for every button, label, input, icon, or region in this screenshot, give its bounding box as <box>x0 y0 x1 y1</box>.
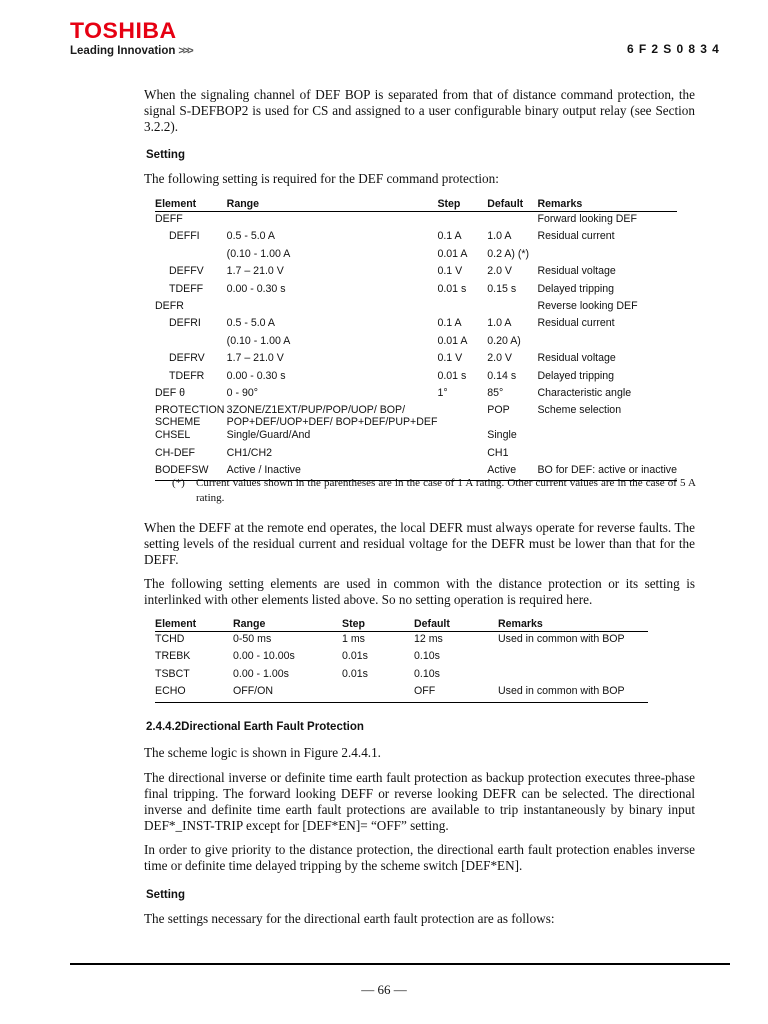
cell-element <box>155 403 227 428</box>
cell-element: DEF θ <box>155 386 186 399</box>
cell-element: CHSEL <box>155 429 191 442</box>
cell-range: 1.7 – 21.0 V <box>226 352 284 365</box>
cell-remarks: Scheme selection <box>537 404 622 417</box>
cell-remarks: Delayed tripping <box>537 369 615 382</box>
table-row <box>155 212 677 230</box>
cell-step <box>437 446 487 463</box>
cell-range: 0-50 ms <box>233 633 272 645</box>
table-row <box>155 334 677 351</box>
cell-default: POP <box>487 404 510 417</box>
column-header-element: Element <box>155 614 233 632</box>
range-line: POP+DEF/UOP+DEF/ BOP+DEF/PUP+DEF <box>226 416 438 429</box>
column-header-default: Default <box>414 614 498 632</box>
cell-step: 0.1 V <box>437 265 463 278</box>
cell-default: Active <box>487 463 537 481</box>
toshiba-logo <box>70 20 192 57</box>
cell-element: DEFFV <box>169 265 204 278</box>
cell-element: DEFRI <box>169 317 201 330</box>
table-row <box>155 282 677 299</box>
cell-remarks <box>537 247 677 264</box>
cell-default: 1.0 A <box>487 230 512 243</box>
table-row <box>155 386 677 403</box>
cell-remarks: Forward looking DEF <box>537 213 637 225</box>
column-header-step: Step <box>437 194 487 212</box>
column-header-remarks: Remarks <box>537 194 677 212</box>
cell-step: 0.1 A <box>437 230 462 243</box>
cell-default <box>487 299 537 316</box>
cell-default: 0.10s <box>414 650 440 663</box>
cell-remarks: Residual voltage <box>537 265 616 278</box>
cell-element: TREBK <box>155 650 191 663</box>
section-heading: 2.4.4.2Directional Earth Fault Protection <box>146 721 364 733</box>
cell-step: 1 ms <box>342 633 365 645</box>
table-row <box>155 229 677 246</box>
cell-element: CH-DEF <box>155 446 196 459</box>
cell-element: DEFRV <box>169 352 205 365</box>
settings-intro-paragraph: The settings necessary for the directional earth fault protection are as follows: <box>144 911 555 926</box>
cell-default: 85° <box>487 386 504 399</box>
page-number: — 66 — <box>361 982 407 997</box>
cell-step <box>342 684 414 702</box>
defr-paragraph: When the DEFF at the remote end operates, the local DEFR must always operate for reverse faults. The setting levels of the residual current and residual voltage for the DEFR must be lower than that for the DEFF. <box>144 520 695 567</box>
table-header-row <box>155 614 648 632</box>
cell-element <box>155 334 227 351</box>
table-row <box>155 247 677 264</box>
table-row <box>155 428 677 445</box>
cell-range <box>227 403 438 428</box>
cell-remarks: Residual voltage <box>537 352 616 365</box>
table-row <box>155 316 677 333</box>
footer-divider <box>70 963 730 965</box>
cell-default <box>487 212 537 230</box>
cell-default: 1.0 A <box>487 317 512 330</box>
cell-default: 2.0 V <box>487 352 513 365</box>
cell-range: 0 - 90° <box>226 386 258 399</box>
cell-element <box>155 247 227 264</box>
cell-remarks: Reverse looking DEF <box>537 299 638 312</box>
cell-element: DEFF <box>155 213 183 225</box>
cell-element: TDEFF <box>169 282 204 295</box>
cell-element: TCHD <box>155 633 185 645</box>
cell-range <box>227 299 438 316</box>
cell-remarks: Used in common with BOP <box>498 633 625 645</box>
cell-remarks <box>498 667 648 684</box>
cell-step: 0.01s <box>342 667 368 680</box>
cell-default: 12 ms <box>414 633 443 645</box>
cell-range: 1.7 – 21.0 V <box>226 265 284 278</box>
cell-step: 0.01s <box>342 650 368 663</box>
tagline-arrows-icon: >>> <box>178 45 192 57</box>
cell-step <box>437 299 487 316</box>
cell-remarks <box>537 334 677 351</box>
cell-element: DEFR <box>155 299 184 312</box>
cell-element: TDEFR <box>169 369 205 382</box>
common-elements-paragraph: The following setting elements are used in common with the distance protection or its setting is interlinked with other elements listed above. So no setting operation is required here. <box>144 576 695 607</box>
cell-range: 0.00 - 1.00s <box>233 667 289 680</box>
intro-paragraph: When the signaling channel of DEF BOP is separated from that of distance command protection, the signal S-DEFBOP2 is used for CS and assigned to a user configurable binary output relay (see Section 3.2.2). <box>144 87 695 134</box>
cell-default: CH1 <box>487 446 509 459</box>
cell-range: 0.5 - 5.0 A <box>226 317 275 330</box>
element-line: PROTECTION <box>155 404 225 417</box>
table-row <box>155 632 648 650</box>
table-header-row <box>155 194 677 212</box>
logo-wordmark: TOSHIBA <box>70 18 177 43</box>
table-footnote <box>172 476 696 506</box>
cell-default: 0.14 s <box>487 369 517 382</box>
table-row <box>155 446 677 463</box>
cell-default: 2.0 V <box>487 265 513 278</box>
range-line: 3ZONE/Z1EXT/PUP/POP/UOP/ BOP/ <box>226 404 406 417</box>
table-row <box>155 299 677 316</box>
cell-range: Single/Guard/And <box>226 429 311 442</box>
cell-step: 0.01 s <box>437 369 467 382</box>
table-row <box>155 351 677 368</box>
priority-paragraph: In order to give priority to the distance protection, the directional earth fault protection enables inverse time or definite time delayed tripping by the scheme switch [DEF*EN]. <box>144 842 695 873</box>
table-row <box>155 649 648 666</box>
table-row <box>155 369 677 386</box>
setting-intro: The following setting is required for the DEF command protection: <box>144 171 499 186</box>
cell-range <box>227 212 438 230</box>
cell-remarks: BO for DEF: active or inactive <box>537 463 677 481</box>
cell-range: CH1/CH2 <box>226 446 273 459</box>
tagline-text: Leading Innovation <box>70 45 176 57</box>
cell-range: 0.00 - 0.30 s <box>226 282 286 295</box>
cell-step: 0.01 A <box>437 334 468 347</box>
cell-default: 0.10s <box>414 667 440 680</box>
cell-element: DEFFI <box>169 230 200 243</box>
table-row <box>155 667 648 684</box>
element-line: SCHEME <box>155 416 201 429</box>
cell-default: 0.20 A) <box>487 334 521 347</box>
cell-remarks: Delayed tripping <box>537 282 615 295</box>
cell-range: Active / Inactive <box>227 463 438 481</box>
cell-step: 0.1 A <box>437 317 462 330</box>
cell-range: 0.00 - 0.30 s <box>226 369 286 382</box>
def-description-paragraph: The directional inverse or definite time earth fault protection as backup protection executes three-phase final tripping. The forward looking DEFF or reverse looking DEFR can be selected. The directional inverse and definite time earth fault protections are available to trip instantaneously by binary input DEF*_INST-TRIP except for [DEF*EN]= “OFF” setting. <box>144 770 695 833</box>
cell-range: 0.5 - 5.0 A <box>226 230 275 243</box>
cell-range: (0.10 - 1.00 A <box>226 247 291 260</box>
cell-element: BODEFSW <box>155 463 227 481</box>
logo-tagline <box>70 45 192 57</box>
setting-heading-2: Setting <box>146 889 185 901</box>
column-header-range: Range <box>233 614 342 632</box>
cell-step: 1° <box>437 386 448 399</box>
document-number: 6F2S0834 <box>627 42 724 56</box>
cell-step <box>437 212 487 230</box>
cell-step: 0.1 V <box>437 352 463 365</box>
column-header-step: Step <box>342 614 414 632</box>
column-header-default: Default <box>487 194 537 212</box>
cell-range: OFF/ON <box>233 684 342 702</box>
cell-remarks <box>537 428 677 445</box>
cell-remarks: Residual current <box>537 230 615 243</box>
cell-remarks <box>498 649 648 666</box>
cell-remarks <box>537 446 677 463</box>
column-header-element: Element <box>155 194 227 212</box>
common-settings-table <box>155 614 648 703</box>
cell-default: OFF <box>414 684 498 702</box>
table-row <box>155 403 677 428</box>
cell-element: TSBCT <box>155 667 190 680</box>
cell-step <box>437 403 487 428</box>
cell-remarks: Residual current <box>537 317 615 330</box>
def-command-settings-table <box>155 194 677 481</box>
table-row <box>155 684 648 702</box>
cell-default: 0.2 A) (*) <box>487 247 530 260</box>
scheme-logic-paragraph: The scheme logic is shown in Figure 2.4.4.1. <box>144 745 381 760</box>
cell-range: 0.00 - 10.00s <box>233 650 295 663</box>
cell-step <box>437 428 487 445</box>
column-header-remarks: Remarks <box>498 614 648 632</box>
setting-heading: Setting <box>146 149 185 161</box>
cell-step: 0.01 s <box>437 282 467 295</box>
cell-remarks: Characteristic angle <box>537 386 632 399</box>
cell-default: Single <box>487 429 517 442</box>
cell-remarks: Used in common with BOP <box>498 684 648 702</box>
footnote-text: Current values shown in the parentheses are in the case of 1 A rating. Other current values are in the case of 5 A rating. <box>196 477 696 504</box>
cell-default: 0.15 s <box>487 282 517 295</box>
footnote-mark: (*) <box>172 477 185 489</box>
cell-range: (0.10 - 1.00 A <box>226 334 291 347</box>
cell-step: 0.01 A <box>437 247 468 260</box>
column-header-range: Range <box>227 194 438 212</box>
table-row <box>155 264 677 281</box>
cell-element: ECHO <box>155 684 233 702</box>
